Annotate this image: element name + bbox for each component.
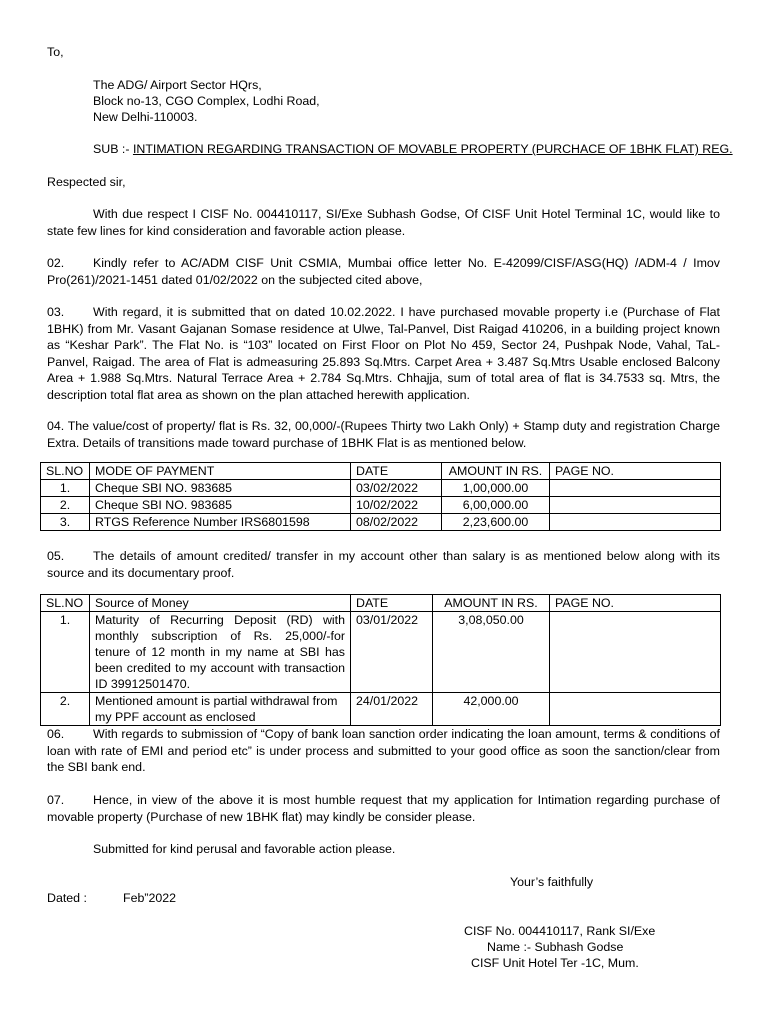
table-cell xyxy=(550,480,721,497)
table-cell: 03/02/2022 xyxy=(351,480,442,497)
table-row xyxy=(41,693,721,726)
paragraph-text: With due respect I CISF No. 004410117, SI/Exe Subhash Godse, Of CISF Unit Hotel Terminal 1C, would like to state few lines for kind consideration and favorable action please. xyxy=(47,207,720,238)
table-header-cell: MODE OF PAYMENT xyxy=(90,463,351,480)
paragraph-text: The value/cost of property/ flat is Rs. 32, 00,000/-(Rupees Thirty two Lakh Only) + Stamp duty and registration Charge Extra. Details of transitions made toward purchase of 1BHK Flat is as mentioned below. xyxy=(47,419,720,450)
table-cell: 03/01/2022 xyxy=(351,612,433,693)
table-header-cell: Source of Money xyxy=(90,595,351,612)
table-row xyxy=(41,514,721,531)
table-cell: 3,08,050.00 xyxy=(433,612,550,693)
subject-prefix: SUB :- xyxy=(93,142,130,156)
salutation: Respected sir, xyxy=(47,175,126,189)
table-header-cell: AMOUNT IN RS. xyxy=(433,595,550,612)
paragraph-07 xyxy=(47,792,720,825)
subject-line xyxy=(93,141,733,158)
table-cell: Maturity of Recurring Deposit (RD) with monthly subscription of Rs. 25,000/-for tenure of 12 month in my name at SBI has been credited to my account with transaction ID 39912501470. xyxy=(90,612,351,693)
signature-line: CISF Unit Hotel Ter -1C, Mum. xyxy=(471,956,639,970)
paragraph-intro xyxy=(47,206,720,239)
table-cell xyxy=(550,514,721,531)
paragraph-number: 07. xyxy=(47,793,65,807)
table-cell xyxy=(550,612,721,693)
table-cell: 2,23,600.00 xyxy=(442,514,550,531)
submitted-line: Submitted for kind perusal and favorable action please. xyxy=(93,842,396,856)
table-cell: 3. xyxy=(41,514,90,531)
dated-label: Dated : xyxy=(47,891,87,905)
table-cell: Cheque SBI NO. 983685 xyxy=(90,480,351,497)
table-cell: 08/02/2022 xyxy=(351,514,442,531)
paragraph-number: 04. xyxy=(47,419,65,433)
address-line: Block no-13, CGO Complex, Lodhi Road, xyxy=(93,94,320,108)
table-header-cell: AMOUNT IN RS. xyxy=(442,463,550,480)
paragraph-text: With regards to submission of “Copy of bank loan sanction order indicating the loan amount, terms & conditions of loan with rate of EMI and period etc” is under process and submitted to your good office as soon the sanction/clear from the SBI bank end. xyxy=(47,727,720,774)
address-line: The ADG/ Airport Sector HQrs, xyxy=(93,78,262,92)
table-header-cell: SL.NO xyxy=(41,595,90,612)
paragraph-04 xyxy=(47,418,720,451)
source-of-money-table xyxy=(40,594,721,726)
paragraph-text: The details of amount credited/ transfer in my account other than salary is as mentioned below along with its source and its documentary proof. xyxy=(47,549,720,580)
paragraph-06 xyxy=(47,726,720,776)
table-header-cell: PAGE NO. xyxy=(550,595,721,612)
table-cell xyxy=(550,497,721,514)
paragraph-03 xyxy=(47,304,720,403)
table-header-cell: DATE xyxy=(351,595,433,612)
table-header-row xyxy=(41,595,721,612)
table-cell: Mentioned amount is partial withdrawal from my PPF account as enclosed xyxy=(90,693,351,726)
table-header-cell: PAGE NO. xyxy=(550,463,721,480)
paragraph-text: Hence, in view of the above it is most humble request that my application for Intimation regarding purchase of movable property (Purchase of new 1BHK flat) may kindly be consider please. xyxy=(47,793,720,824)
table-row xyxy=(41,612,721,693)
table-cell: RTGS Reference Number IRS6801598 xyxy=(90,514,351,531)
signature-line: Name :- Subhash Godse xyxy=(487,940,624,954)
paragraph-number: 06. xyxy=(47,727,65,741)
payment-table xyxy=(40,462,721,531)
paragraph-text: With regard, it is submitted that on dated 10.02.2022. I have purchased movable property i.e (Purchase of Flat 1BHK) from Mr. Vasant Gajanan Somase residence at Ulwe, Tal-Panvel, Dist Raigad 410206, in a building project known as “Keshar Park”. The Flat No. is “103” located on First Floor on Plot No 459, Sector 24, Pushpak Node, Vahal, TaL- Panvel, Raigad. The area of Flat is admeasuring 25.893 Sq.Mtrs. Carpet Area + 3.487 Sq.Mtrs Usable enclosed Balcony Area + 1.988 Sq.Mtrs. Natural Terrace Area + 2.784 Sq.Mtrs. Chhajja, sum of total area of flat is 34.7533 sq. Mtrs, the description total flat area as shown on the plan attached herewith application. xyxy=(47,305,720,402)
table-header-row xyxy=(41,463,721,480)
closing-line: Your’s faithfully xyxy=(510,875,594,889)
table-cell: 24/01/2022 xyxy=(351,693,433,726)
table-cell: 42,000.00 xyxy=(433,693,550,726)
table-cell xyxy=(550,693,721,726)
table-cell: 1,00,000.00 xyxy=(442,480,550,497)
table-cell: 1. xyxy=(41,612,90,693)
table-cell: 2. xyxy=(41,693,90,726)
signature-line: CISF No. 004410117, Rank SI/Exe xyxy=(464,924,656,938)
paragraph-05 xyxy=(47,548,720,581)
table-cell: 2. xyxy=(41,497,90,514)
paragraph-text: Kindly refer to AC/ADM CISF Unit CSMIA, Mumbai office letter No. E-42099/CISF/ASG(HQ) /ADM-4 / Imov Pro(261)/2021-1451 dated 01/02/2022 on the subjected cited above, xyxy=(47,256,720,287)
paragraph-number: 03. xyxy=(47,305,65,319)
table-row xyxy=(41,480,721,497)
paragraph-02 xyxy=(47,255,720,288)
table-header-cell: SL.NO xyxy=(41,463,90,480)
paragraph-number: 05. xyxy=(47,549,65,563)
table-header-cell: DATE xyxy=(351,463,442,480)
dated-value: Feb”2022 xyxy=(123,891,177,905)
recipient-to: To, xyxy=(47,45,64,59)
table-cell: 1. xyxy=(41,480,90,497)
paragraph-number: 02. xyxy=(47,256,65,270)
table-cell: Cheque SBI NO. 983685 xyxy=(90,497,351,514)
subject-text: INTIMATION REGARDING TRANSACTION OF MOVABLE PROPERTY (PURCHACE OF 1BHK FLAT) REG. xyxy=(132,142,733,156)
table-cell: 6,00,000.00 xyxy=(442,497,550,514)
table-row xyxy=(41,497,721,514)
table-cell: 10/02/2022 xyxy=(351,497,442,514)
address-line: New Delhi-110003. xyxy=(93,110,198,124)
